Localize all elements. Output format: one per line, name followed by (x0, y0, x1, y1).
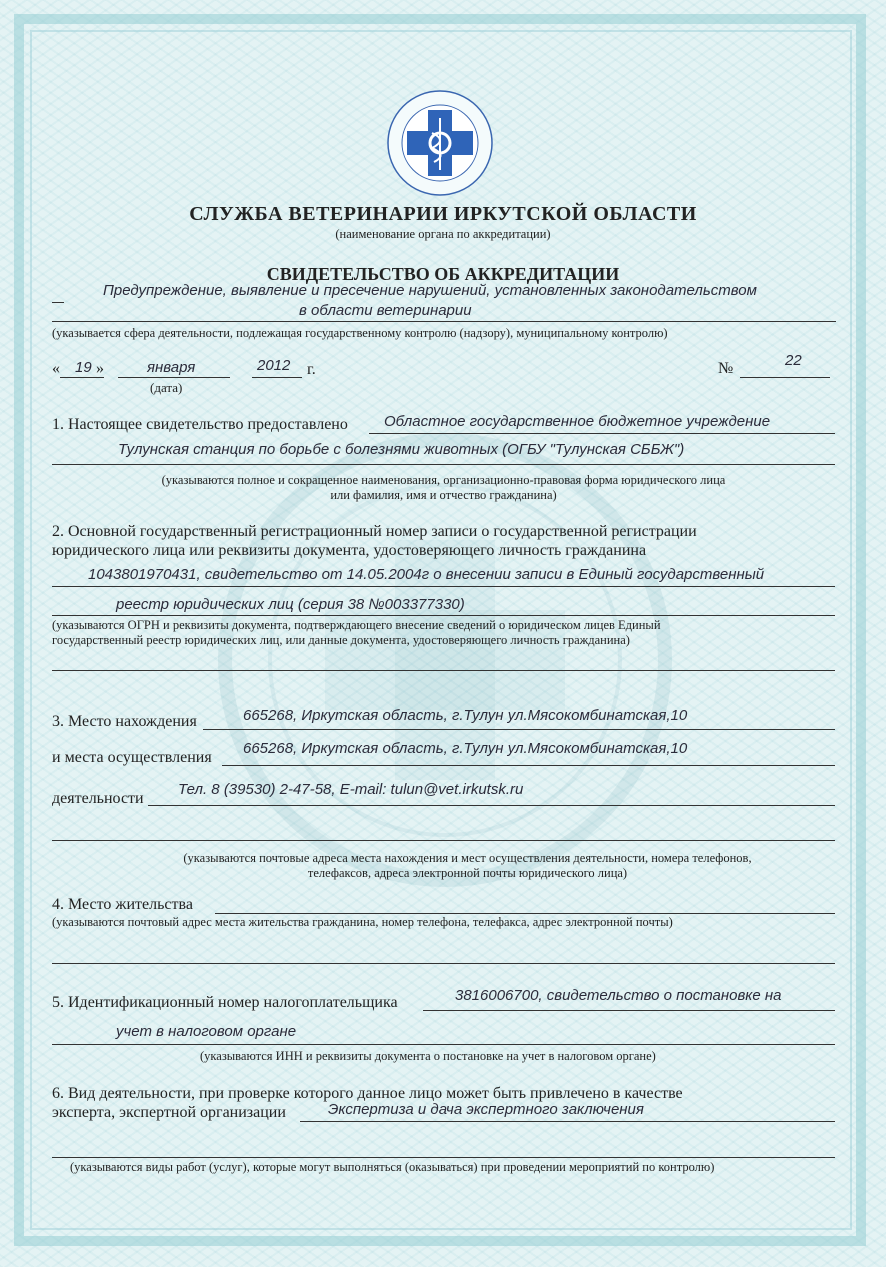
date-year: 2012 (257, 357, 291, 374)
underline (252, 377, 302, 378)
underline (203, 729, 835, 730)
section1-caption-line2: или фамилия, имя и отчество гражданина) (330, 488, 557, 502)
section5-caption: (указываются ИНН и реквизиты документа о постановке на учет в налоговом органе) (200, 1049, 656, 1063)
date-year-suffix: г. (307, 361, 316, 378)
veterinary-emblem-icon (380, 88, 500, 198)
section1-caption-line1: (указываются полное и сокращенное наименования, организационно-правовая форма юридического лица (161, 473, 726, 487)
section3-activity-label2: деятельности (52, 790, 144, 807)
organization-name: СЛУЖБА ВЕТЕРИНАРИИ ИРКУТСКОЙ ОБЛАСТИ (189, 203, 697, 225)
underline (52, 321, 836, 322)
section2-caption-line1: (указываются ОГРН и реквизиты документа, подтверждающего внесение сведений о юридическом лицев Единый (52, 618, 661, 632)
date-month: января (147, 359, 196, 376)
sphere-caption: (указывается сфера деятельности, подлежащая государственному контролю (надзору), муниципальному контролю) (52, 326, 668, 340)
section3-caption-line1: (указываются почтовые адреса места нахождения и мест осуществления деятельности, номера телефонов, (183, 851, 752, 865)
date-day: 19 (75, 359, 92, 376)
underline (52, 1044, 835, 1045)
section6-label-line1: 6. Вид деятельности, при проверке которого данное лицо может быть привлечено в качестве (52, 1085, 683, 1102)
underline (222, 765, 835, 766)
organization-caption: (наименование органа по аккредитации) (335, 227, 551, 241)
underline (369, 433, 835, 434)
section3-location-label: 3. Место нахождения (52, 713, 197, 730)
underline (118, 377, 230, 378)
section4-caption: (указываются почтовый адрес места жительства гражданина, номер телефона, телефакса, адрес электронной почты) (52, 915, 673, 929)
underline (740, 377, 830, 378)
section2-caption-line2: государственный реестр юридических лиц, или данные документа, удостоверяющего личность гражданина) (52, 633, 630, 647)
underline (423, 1010, 835, 1011)
section1-label: 1. Настоящее свидетельство предоставлено (52, 416, 348, 433)
certificate-number: 22 (785, 352, 802, 369)
section3-activity-label: и места осуществления (52, 749, 212, 766)
date-caption: (дата) (150, 380, 183, 395)
underline (52, 840, 835, 841)
section2-label-line1: 2. Основной государственный регистрационный номер записи о государственной регистрации (52, 523, 697, 540)
section6-label-line2: эксперта, экспертной организации (52, 1104, 286, 1121)
underline (52, 1157, 835, 1158)
section2-value-line2: реестр юридических лиц (серия 38 №003377330) (116, 596, 465, 613)
underline (215, 913, 835, 914)
section3-contacts-value: Тел. 8 (39530) 2-47-58, E-mail: tulun@vet.irkutsk.ru (178, 781, 524, 798)
underline (52, 302, 64, 303)
section6-caption: (указываются виды работ (услуг), которые могут выполняться (оказываться) при проведении мероприятий по контролю) (70, 1160, 715, 1174)
section6-value: Экспертиза и дача экспертного заключения (328, 1101, 644, 1118)
section2-value-line1: 1043801970431, свидетельство от 14.05.2004г о внесении записи в Единый государственный (88, 566, 765, 583)
section1-value-line2: Тулунская станция по борьбе с болезнями животных (ОГБУ "Тулунская СББЖ") (118, 441, 685, 458)
section4-label: 4. Место жительства (52, 896, 193, 913)
section2-label-line2: юридического лица или реквизиты документа, удостоверяющего личность гражданина (52, 542, 647, 559)
underline (300, 1121, 835, 1122)
underline (52, 670, 835, 671)
date-open-quote: « (52, 360, 60, 377)
underline (60, 377, 104, 378)
underline (52, 464, 835, 465)
number-label: № (718, 360, 734, 377)
underline (52, 586, 835, 587)
section3-caption-line2: телефаксов, адреса электронной почты юридического лица) (307, 866, 628, 880)
underline (52, 963, 835, 964)
underline (52, 615, 835, 616)
sphere-value-line1: Предупреждение, выявление и пресечение нарушений, установленных законодательством (103, 282, 757, 299)
section5-value-line1: 3816006700, свидетельство о постановке на (455, 987, 782, 1004)
underline (148, 805, 835, 806)
section3-location-value: 665268, Иркутская область, г.Тулун ул.Мясокомбинатская,10 (243, 707, 688, 724)
section3-activity-value: 665268, Иркутская область, г.Тулун ул.Мясокомбинатская,10 (243, 740, 688, 757)
section5-label: 5. Идентификационный номер налогоплательщика (52, 994, 398, 1011)
document-title: СВИДЕТЕЛЬСТВО ОБ АККРЕДИТАЦИИ (266, 264, 620, 284)
sphere-value-line2: в области ветеринарии (299, 302, 472, 319)
section5-value-line2: учет в налоговом органе (116, 1023, 297, 1040)
date-close-quote: » (96, 360, 104, 377)
section1-value-line1: Областное государственное бюджетное учреждение (384, 413, 771, 430)
